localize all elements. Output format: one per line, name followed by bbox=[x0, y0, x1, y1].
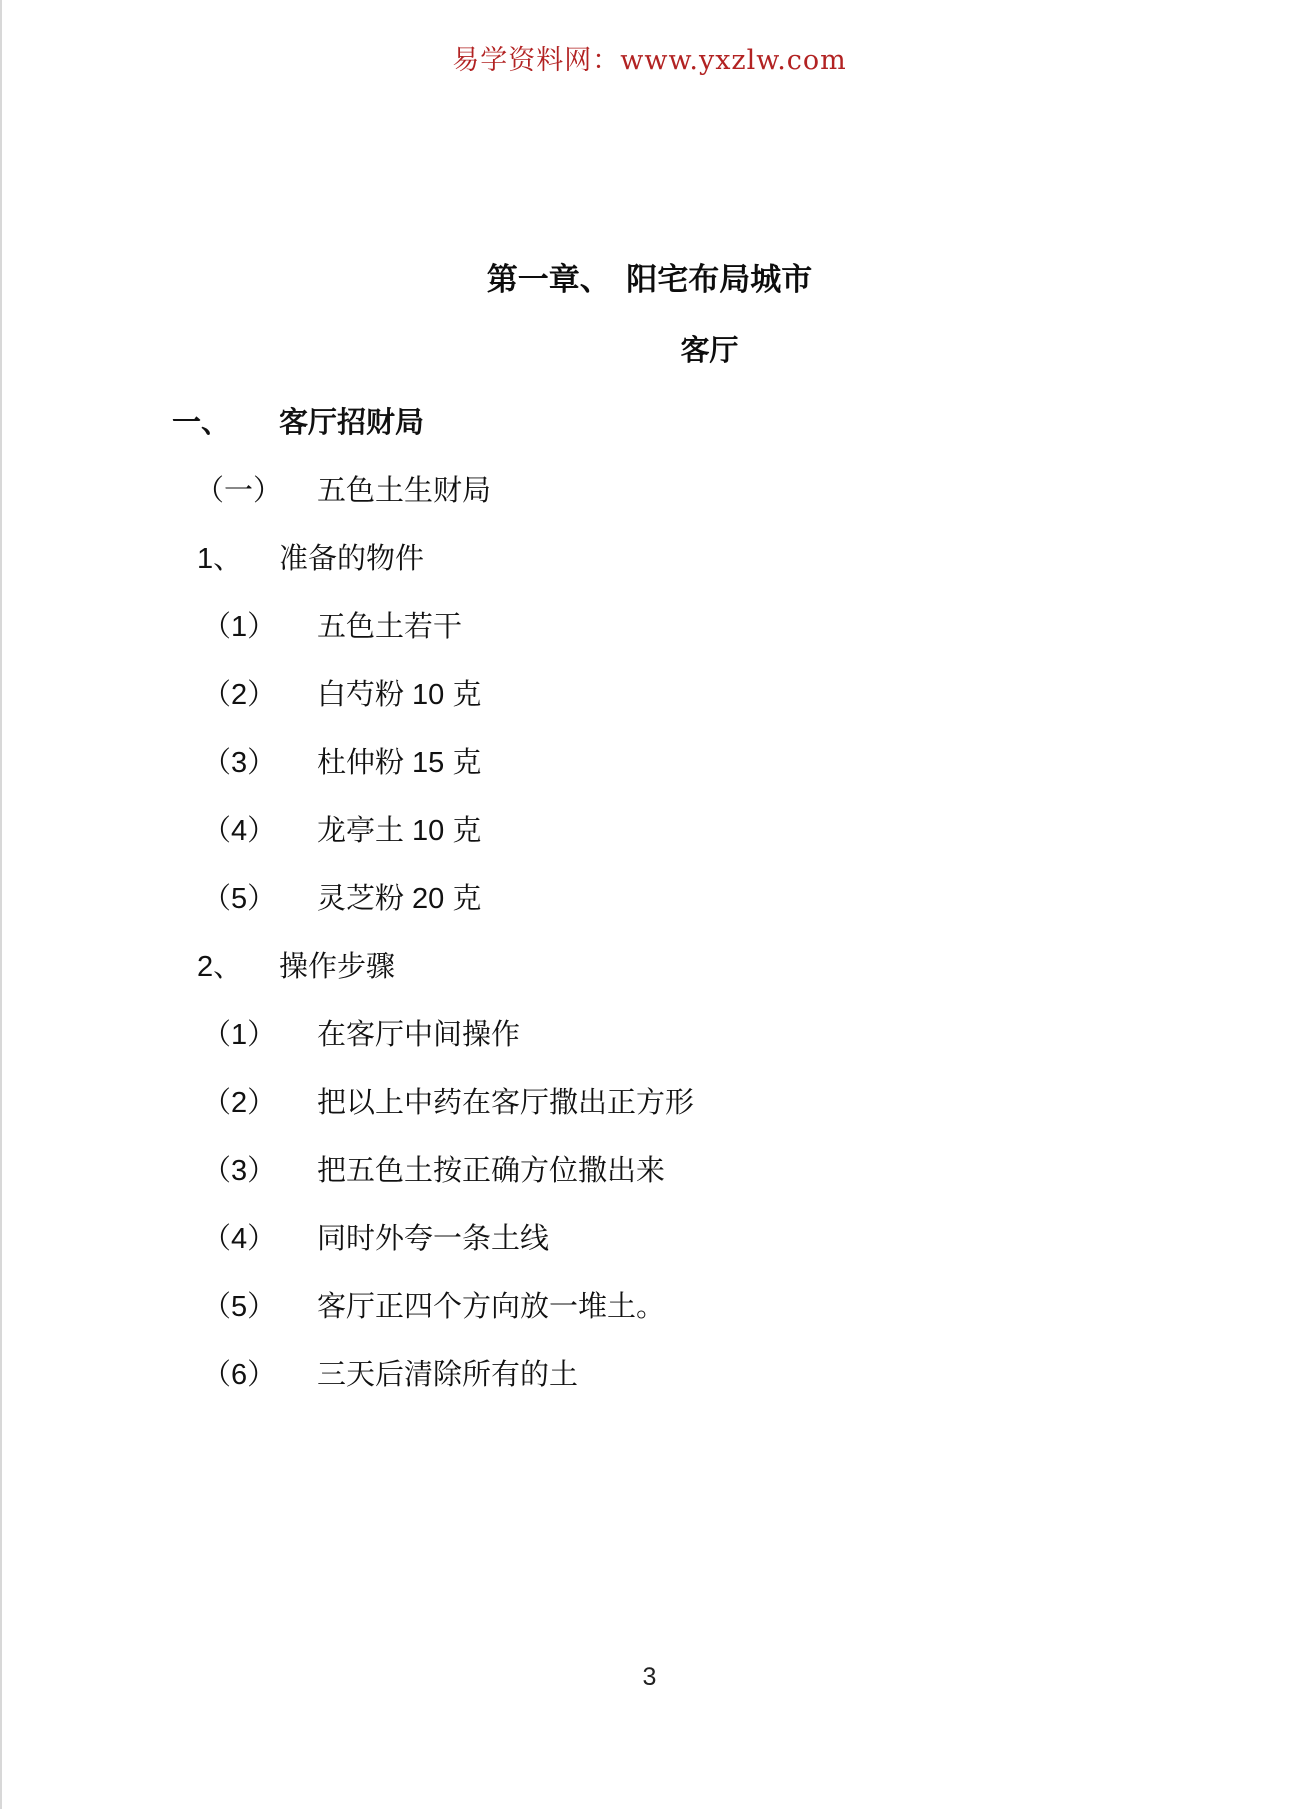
list-item-label: 1、 bbox=[197, 543, 243, 575]
list-item bbox=[2, 1085, 1297, 1121]
list-item-label: 一、 bbox=[172, 407, 231, 439]
list-item bbox=[2, 1153, 1297, 1189]
list-item-text: 操作步骤 bbox=[279, 951, 396, 983]
page-number: 3 bbox=[642, 1663, 657, 1691]
list-item-text: 同时外夸一条土线 bbox=[317, 1223, 550, 1255]
list-item bbox=[2, 1289, 1297, 1325]
list-item-text: 五色土生财局 bbox=[317, 475, 492, 507]
list-item-text: 准备的物件 bbox=[279, 543, 425, 575]
list-item-text: 三天后清除所有的土 bbox=[317, 1359, 579, 1391]
site-watermark-header bbox=[2, 38, 1297, 77]
list-item bbox=[2, 473, 1297, 509]
list-item-text: 把五色土按正确方位撒出来 bbox=[317, 1155, 666, 1187]
list-item-label: （2） bbox=[202, 1087, 277, 1119]
list-item bbox=[2, 677, 1297, 713]
list-item bbox=[2, 1017, 1297, 1053]
list-item-label: （一） bbox=[195, 475, 283, 507]
site-name-text: 易学资料网： bbox=[452, 45, 621, 76]
list-item-text: 客厅招财局 bbox=[279, 407, 425, 439]
list-item-label: （6） bbox=[202, 1359, 277, 1391]
list-item-text: 白芍粉 10 克 bbox=[317, 679, 482, 711]
list-item-text: 灵芝粉 20 克 bbox=[317, 883, 482, 915]
list-item-label: （1） bbox=[202, 1019, 277, 1051]
list-item-label: （3） bbox=[202, 1155, 277, 1187]
list-item bbox=[2, 405, 1297, 441]
list-item-label: 2、 bbox=[197, 951, 243, 983]
list-item bbox=[2, 745, 1297, 781]
list-item-label: （5） bbox=[202, 1291, 277, 1323]
list-item bbox=[2, 1221, 1297, 1257]
site-url-text: www.yxzlw.com bbox=[620, 45, 847, 76]
chapter-title: 第一章、 阳宅布局城市 bbox=[486, 262, 813, 297]
list-item bbox=[2, 609, 1297, 645]
list-item-label: （5） bbox=[202, 883, 277, 915]
list-item-label: （4） bbox=[202, 815, 277, 847]
list-item-text: 在客厅中间操作 bbox=[317, 1019, 521, 1051]
list-item-text: 五色土若干 bbox=[317, 611, 463, 643]
list-item-label: （4） bbox=[202, 1223, 277, 1255]
list-item bbox=[2, 949, 1297, 985]
list-item-label: （3） bbox=[202, 747, 277, 779]
list-item-text: 把以上中药在客厅撒出正方形 bbox=[317, 1087, 695, 1119]
list-item bbox=[2, 881, 1297, 917]
list-item-label: （2） bbox=[202, 679, 277, 711]
list-item bbox=[2, 1357, 1297, 1393]
document-body bbox=[2, 405, 1297, 1425]
list-item-text: 客厅正四个方向放一堆土。 bbox=[317, 1291, 666, 1323]
list-item bbox=[2, 813, 1297, 849]
section-subtitle: 客厅 bbox=[680, 335, 739, 367]
list-item-text: 龙亭土 10 克 bbox=[317, 815, 482, 847]
list-item bbox=[2, 541, 1297, 577]
list-item-text: 杜仲粉 15 克 bbox=[317, 747, 482, 779]
list-item-label: （1） bbox=[202, 611, 277, 643]
